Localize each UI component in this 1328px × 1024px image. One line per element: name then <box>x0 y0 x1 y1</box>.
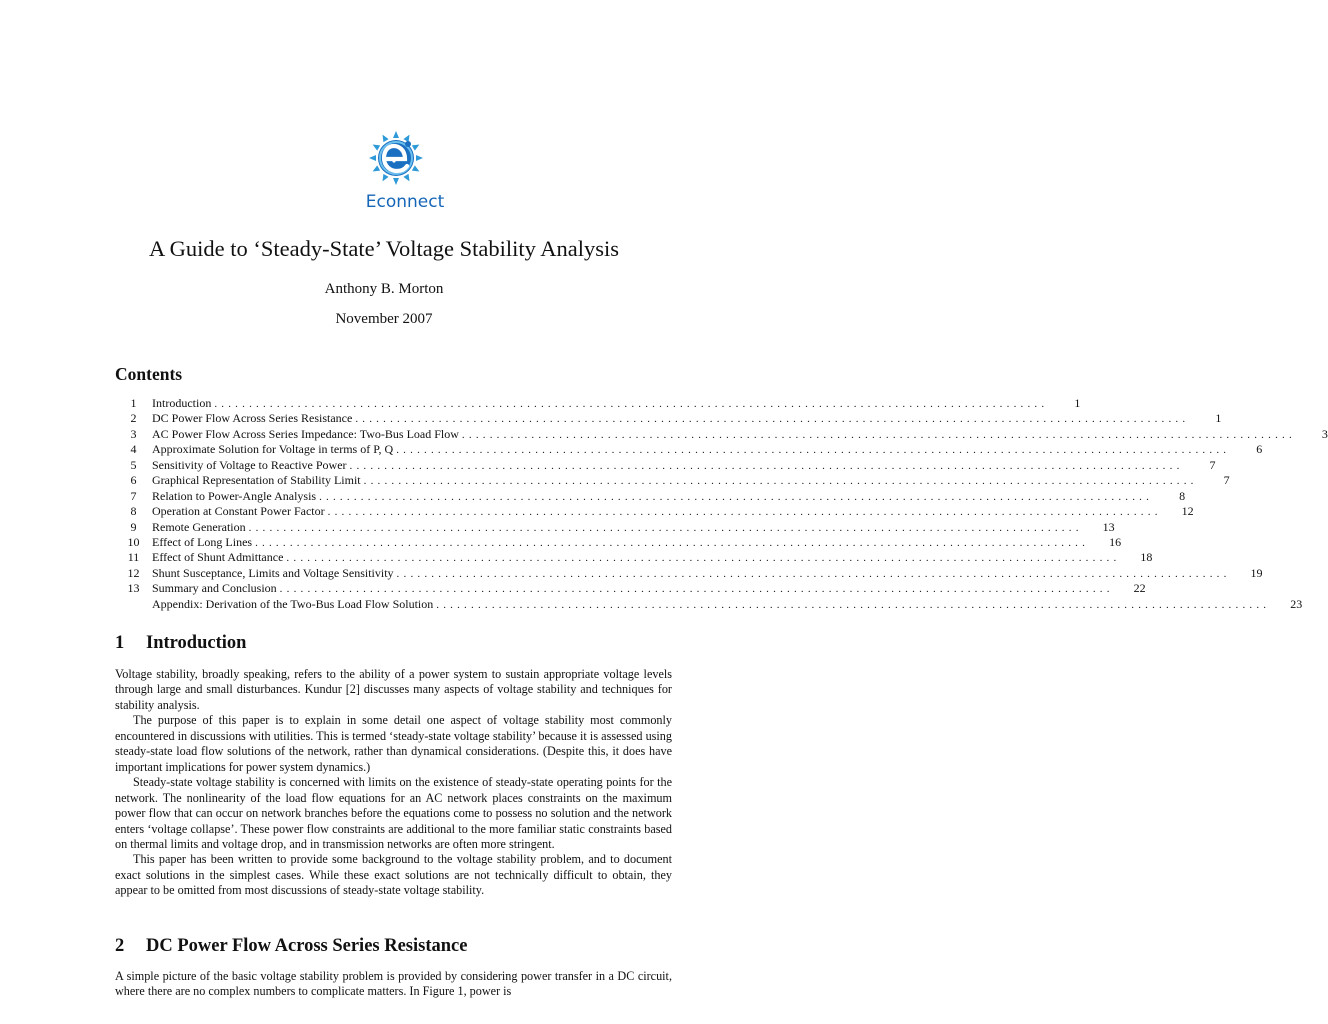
paper-title: A Guide to ‘Steady-State’ Voltage Stability Analysis <box>149 236 619 261</box>
section-heading-dc-power-flow <box>115 936 467 957</box>
toc-entry-number: 9 <box>130 519 137 534</box>
toc-entry-number: 5 <box>130 457 137 472</box>
toc-entry-title: Summary and Conclusion <box>152 581 277 596</box>
paragraph: The purpose of this paper is to explain in some detail one aspect of voltage stability most commonly encountered in discussions with utilities. This is termed ‘steady-state voltage stability’ because it is assessed using steady-state load flow solutions of the network, rather than dynamical considerations. (Despite this, it does have important implications for power system dynamics.) <box>115 713 672 774</box>
toc-entry-title: Effect of Long Lines <box>152 534 253 549</box>
toc-leader-dots: ........................................................................................................................ <box>214 398 1049 410</box>
toc-entry-page: 18 <box>1140 550 1153 565</box>
toc-entry-title: Relation to Power-Angle Analysis <box>152 488 317 503</box>
toc-entry-page: 16 <box>1109 534 1122 549</box>
toc-entry[interactable] <box>115 457 1216 473</box>
toc-entry[interactable] <box>115 473 1230 488</box>
toc-entry-title: Shunt Susceptance, Limits and Voltage Sensitivity <box>152 565 394 580</box>
toc-leader-dots: ........................................................................................................................ <box>461 428 1296 441</box>
toc-leader-dots: ........................................................................................................................ <box>349 459 1184 472</box>
dc-power-flow-body <box>115 969 672 1000</box>
toc-entry-title: Introduction <box>152 396 212 410</box>
publication-date: November 2007 <box>335 311 433 327</box>
toc-entry[interactable] <box>115 396 1081 411</box>
paragraph: Steady-state voltage stability is concerned with limits on the existence of steady-state operating points for the network. The nonlinearity of the load flow equations for an AC network places constraints on the maximum power flow that can occur on network branches before the equations come to possess no solution and the network enters ‘voltage collapse’. These power flow constraints are additional to the more familiar static constraints based on thermal limits and voltage drop, and in transmission networks are often more stringent. <box>115 775 672 851</box>
toc-leader-dots: ........................................................................................................................ <box>327 506 1162 519</box>
toc-leader-dots: ........................................................................................................................ <box>396 444 1231 457</box>
toc-leader-dots: ........................................................................................................................ <box>396 567 1231 580</box>
toc-entry-title: Approximate Solution for Voltage in terms of P, Q <box>152 442 394 457</box>
toc-entry-page: 12 <box>1181 504 1194 519</box>
toc-entry-title: Operation at Constant Power Factor <box>152 504 325 519</box>
toc-entry-number: 11 <box>127 550 140 565</box>
toc-entry[interactable] <box>115 488 1186 504</box>
toc-entry-page: 7 <box>1223 473 1230 488</box>
toc-entry-title: DC Power Flow Across Series Resistance <box>152 411 353 426</box>
section-number: 1 <box>115 633 125 653</box>
toc-entry-number: 13 <box>127 581 140 596</box>
toc-entry[interactable] <box>115 581 1146 596</box>
toc-leader-dots: ........................................................................................................................ <box>255 536 1090 549</box>
toc-leader-dots: ........................................................................................................................ <box>286 552 1121 565</box>
introduction-body <box>115 667 672 899</box>
table-of-contents <box>115 396 1328 612</box>
toc-entry-page: 19 <box>1250 565 1263 580</box>
toc-entry-number: 8 <box>130 504 137 519</box>
author-name: Anthony B. Morton <box>324 281 444 297</box>
toc-entry[interactable] <box>115 565 1263 581</box>
toc-leader-dots: ........................................................................................................................ <box>279 583 1114 596</box>
toc-entry[interactable] <box>115 426 1328 442</box>
toc-leader-dots: ........................................................................................................................ <box>436 598 1271 611</box>
toc-entry-number: 1 <box>130 396 137 410</box>
toc-entry[interactable] <box>115 411 1222 426</box>
section-title: DC Power Flow Across Series Resistance <box>146 936 468 956</box>
toc-entry-page: 8 <box>1179 488 1186 503</box>
toc-entry-title: Effect of Shunt Admittance <box>152 550 284 565</box>
toc-entry-page: 7 <box>1209 457 1216 472</box>
toc-entry-page: 13 <box>1102 519 1115 534</box>
toc-entry-title: Graphical Representation of Stability Limit <box>152 473 361 488</box>
toc-leader-dots: ........................................................................................................................ <box>248 521 1083 534</box>
section-number: 2 <box>115 936 125 956</box>
toc-entry-page: 1 <box>1074 396 1081 410</box>
paragraph: A simple picture of the basic voltage stability problem is provided by considering power transfer in a DC circuit, where there are no complex numbers to complicate matters. In Figure 1, power is <box>115 969 672 999</box>
toc-entry-number: 10 <box>127 534 140 549</box>
section-title: Introduction <box>146 633 247 653</box>
toc-entry[interactable] <box>115 504 1194 519</box>
toc-entry-number: 12 <box>127 565 140 580</box>
toc-entry-page: 3 <box>1321 426 1328 441</box>
section-heading-introduction <box>115 633 246 654</box>
toc-entry-number: 6 <box>130 473 137 488</box>
toc-entry-title: Sensitivity of Voltage to Reactive Power <box>152 457 347 472</box>
toc-leader-dots: ........................................................................................................................ <box>319 490 1154 503</box>
toc-entry[interactable] <box>115 596 1303 612</box>
toc-entry-title: Appendix: Derivation of the Two-Bus Load Flow Solution <box>152 596 434 611</box>
econnect-logo <box>355 130 455 216</box>
toc-entry[interactable] <box>115 534 1122 550</box>
contents-heading: Contents <box>115 364 183 384</box>
toc-entry-number: 2 <box>130 411 137 426</box>
toc-entry-number: 3 <box>130 426 137 441</box>
toc-entry[interactable] <box>115 442 1263 457</box>
sun-e-icon <box>355 130 455 192</box>
toc-leader-dots: ........................................................................................................................ <box>355 413 1190 426</box>
toc-entry-number: 4 <box>130 442 137 457</box>
toc-entry[interactable] <box>115 550 1153 565</box>
paragraph: Voltage stability, broadly speaking, refers to the ability of a power system to sustain appropriate voltage levels through large and small disturbances. Kundur [2] discusses many aspects of voltage stability and techniques for stability analysis. <box>115 667 672 712</box>
toc-entry-title: AC Power Flow Across Series Impedance: Two-Bus Load Flow <box>152 426 459 441</box>
toc-entry-number: 7 <box>130 488 137 503</box>
paragraph: This paper has been written to provide some background to the voltage stability problem, and to document exact solutions in the simplest cases. While these exact solutions are not technically difficult to obtain, they appear to be omitted from most discussions of steady-state voltage stability. <box>115 852 672 898</box>
logo-wordmark: Econnect <box>365 192 445 212</box>
toc-entry-page: 22 <box>1133 581 1146 596</box>
toc-entry-page: 6 <box>1256 442 1263 457</box>
toc-entry[interactable] <box>115 519 1115 535</box>
toc-entry-page: 23 <box>1290 596 1303 611</box>
toc-entry-page: 1 <box>1215 411 1222 426</box>
toc-entry-title: Remote Generation <box>152 519 246 534</box>
toc-leader-dots: ........................................................................................................................ <box>363 475 1198 488</box>
